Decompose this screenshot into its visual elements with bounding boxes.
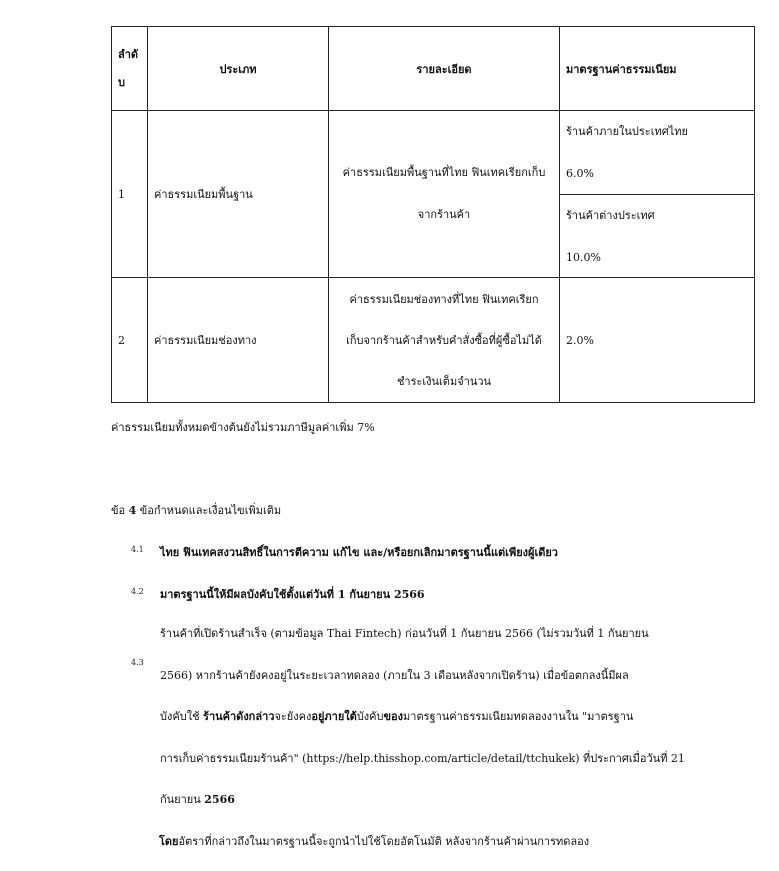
text-run: บังคับ (356, 710, 384, 723)
table-row (112, 278, 755, 403)
text-run-bold: 2566 (204, 793, 235, 806)
standard-value: 6.0% (566, 167, 594, 180)
row-detail-line: เก็บจากร้านค้าสำหรับคำสั่งซื้อที่ผู้ซื้อไม่ได้ (346, 333, 542, 347)
standard-domestic (560, 111, 754, 194)
header-no-line2: บ (118, 75, 125, 89)
clause-line: ร้านค้าที่เปิดร้านสำเร็จ (ตามข้อมูล Thai Fintech) ก่อนวันที่ 1 กันยายน 2566 (ไม่รวมวันที่ 1 กันยายน (160, 627, 649, 640)
clause-line (160, 696, 680, 738)
table-row (112, 111, 755, 278)
row-type: ค่าธรรมเนียมพื้นฐาน (148, 111, 329, 278)
header-standard: มาตรฐานค่าธรรมเนียม (560, 27, 755, 111)
header-type: ประเภท (148, 27, 329, 111)
clause-number: 4.2 (131, 587, 144, 596)
text-run-bold: ของ (383, 710, 404, 723)
standard-international (560, 194, 754, 277)
vat-note: ค่าธรรมเนียมทั้งหมดข้างต้นยังไม่รวมภาษีมูลค่าเพิ่ม 7% (111, 421, 375, 434)
clause-text (159, 613, 685, 862)
section-number: 4 (128, 504, 137, 517)
row-detail-line: จากร้านค้า (417, 208, 471, 221)
clause-text: มาตรฐานนี้ให้มีผลบังคับใช้ตั้งแต่วันที่ 1 กันยายน 2566 (160, 588, 425, 601)
row-detail-line: ค่าธรรมเนียมพื้นฐานที่ไทย ฟินเทคเรียกเก็บ (342, 166, 546, 179)
row-type: ค่าธรรมเนียมช่องทาง (148, 278, 329, 403)
standard-label: ร้านค้าต่างประเทศ (566, 209, 655, 222)
fee-standard-table (111, 26, 755, 403)
table-header-row (112, 27, 755, 111)
row-no: 1 (112, 111, 148, 278)
row-detail (329, 111, 560, 278)
text-run-bold: โดย (159, 834, 179, 848)
clause-4-1 (131, 543, 680, 561)
clause-text: ไทย ฟินเทคสงวนสิทธิ์ในการตีความ แก้ไข และ/หรือยกเลิกมาตรฐานนี้แต่เพียงผู้เดียว (160, 546, 558, 559)
clause-line: การเก็บค่าธรรมเนียมร้านค้า" (https://help.thisshop.com/article/detail/ttchukek) ที่ประกาศเมื่อวันที่ 21 (160, 751, 685, 765)
section-heading (111, 501, 281, 519)
clause-line (160, 779, 680, 821)
clause-line: 2566) หากร้านค้ายังคงอยู่ในระยะเวลาทดลอง (ภายใน 3 เดือนหลังจากเปิดร้าน) เมื่อข้อตกลงนี้มีผล (160, 668, 629, 682)
row-detail-line: ชำระเงินเต็มจำนวน (396, 374, 492, 388)
row-standard: 2.0% (560, 278, 755, 403)
row-detail (329, 278, 560, 403)
clause-4-3 (131, 627, 685, 862)
header-no (112, 27, 148, 111)
clause-number: 4.3 (131, 658, 144, 667)
text-run-bold: ร้านค้าดังกล่าว (203, 710, 275, 723)
text-run: อัตราที่กล่าวถึงในมาตรฐานนี้จะถูกนำไปใช้โดยอัตโนมัติ หลังจากร้านค้าผ่านการทดลอง (178, 834, 590, 848)
clause-line (159, 821, 680, 863)
row-no: 2 (112, 278, 148, 403)
clause-number: 4.1 (131, 545, 144, 554)
row-standard (560, 111, 755, 278)
text-run: จะยังคง (274, 710, 312, 723)
clause-4-2 (131, 585, 680, 603)
section-prefix: ข้อ (111, 504, 129, 517)
text-run-bold: อยู่ภายใต้ (311, 710, 357, 723)
row-detail-line: ค่าธรรมเนียมช่องทางที่ไทย ฟินเทคเรียก (349, 292, 539, 306)
text-run: มาตรฐานค่าธรรมเนียมทดลองงานใน "มาตรฐาน (403, 710, 634, 723)
standard-label: ร้านค้าภายในประเทศไทย (566, 125, 688, 138)
header-detail: รายละเอียด (329, 27, 560, 111)
header-no-line1: ลำดั (118, 47, 139, 61)
section-title: ข้อกำหนดและเงื่อนไขเพิ่มเติม (136, 504, 282, 517)
text-run: กันยายน (160, 793, 205, 806)
text-run: บังคับใช้ (160, 710, 204, 723)
standard-value: 10.0% (566, 251, 601, 264)
